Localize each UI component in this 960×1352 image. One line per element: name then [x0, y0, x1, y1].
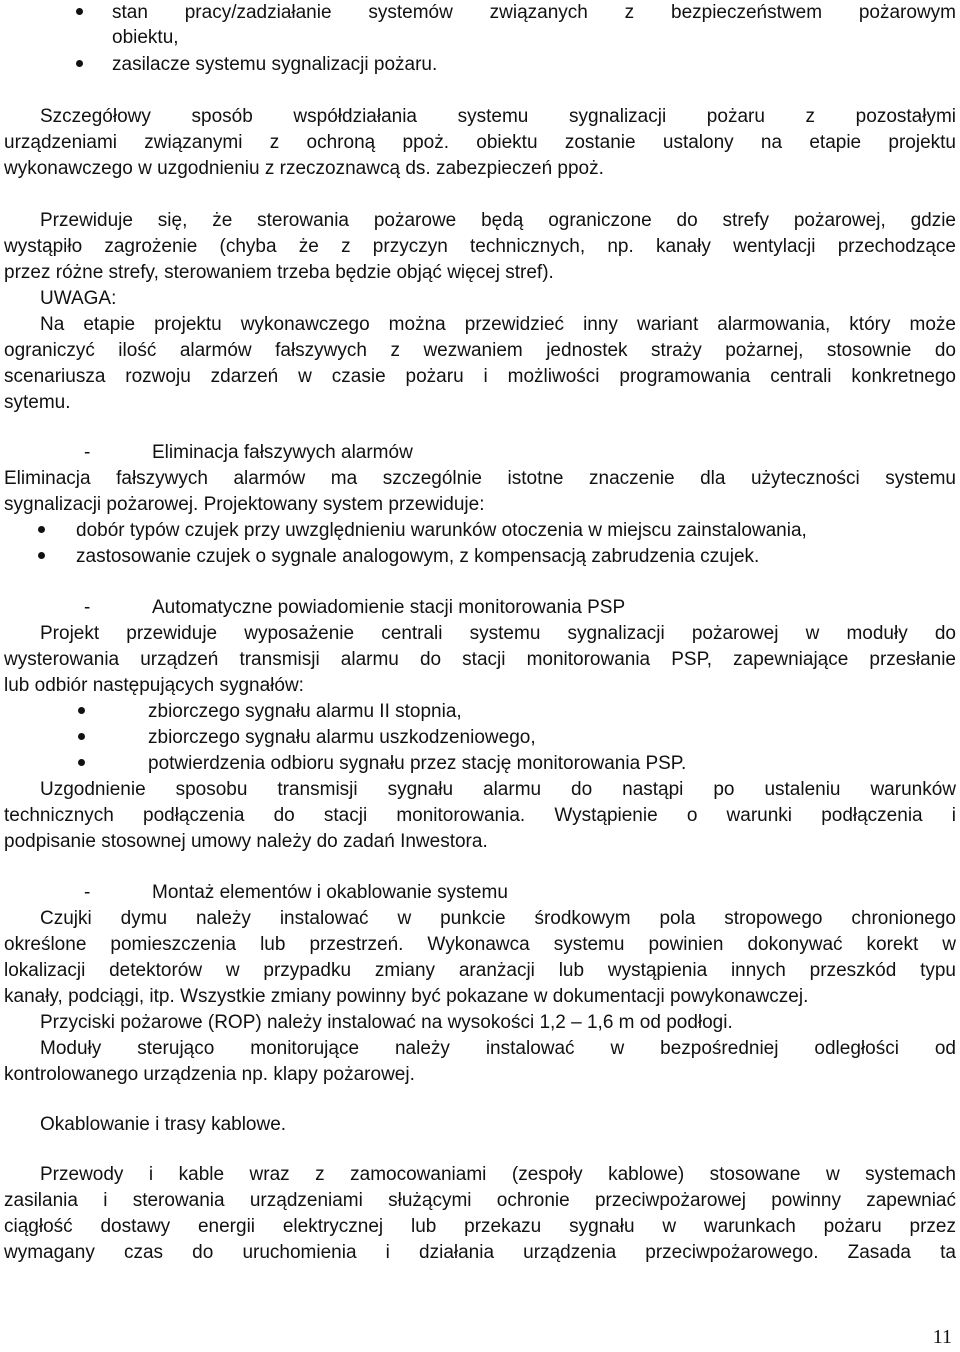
paragraph-line: Przyciski pożarowe (ROP) należy instalować na wysokości 1,2 – 1,6 m od podłogi. [40, 1012, 733, 1033]
list-item: potwierdzenia odbioru sygnału przez stację monitorowania PSP. [148, 753, 687, 774]
list-item: dobór typów czujek przy uwzględnieniu warunków otoczenia w miejscu zainstalowania, [76, 520, 807, 541]
paragraph-line: Przewiduje się, że sterowania pożarowe będą ograniczone do strefy pożarowej, gdzie [40, 210, 956, 231]
section-dash: - [84, 882, 91, 903]
paragraph-line: Uzgodnienie sposobu transmisji sygnału alarmu do nastąpi po ustaleniu warunków [40, 779, 956, 800]
list-item: zbiorczego sygnału alarmu uszkodzeniowego, [148, 727, 536, 748]
list-item: zasilacze systemu sygnalizacji pożaru. [112, 54, 438, 75]
paragraph-line: lokalizacji detektorów w przypadku zmiany aranżacji lub wystąpienia innych przeszkód typu [4, 960, 956, 981]
paragraph-line: wymagany czas do uruchomienia i działania urządzenia przeciwpożarowego. Zasada ta [4, 1242, 956, 1263]
list-item: zastosowanie czujek o sygnale analogowym, z kompensacją zabrudzenia czujek. [76, 546, 760, 567]
paragraph-line: wysterowania urządzeń transmisji alarmu do stacji monitorowania PSP, zapewniające przesłanie [4, 649, 956, 670]
list-item-continuation: obiektu, [112, 27, 179, 48]
paragraph-line: scenariusza rozwoju zdarzeń w czasie pożaru i możliwości programowania centrali konkretnego [4, 366, 956, 387]
paragraph-line: wystąpiło zagrożenie (chyba że z przyczyn technicznych, np. kanały wentylacji przechodzące [4, 236, 956, 257]
paragraph-line: Przewody i kable wraz z zamocowaniami (zespoły kablowe) stosowane w systemach [40, 1164, 956, 1185]
bullet-icon [76, 60, 83, 67]
bullet-icon [78, 733, 85, 740]
paragraph-line: lub odbiór następujących sygnałów: [4, 675, 304, 696]
paragraph-line: podpisanie stosownej umowy należy do zadań Inwestora. [4, 831, 488, 852]
list-item: zbiorczego sygnału alarmu II stopnia, [148, 701, 462, 722]
paragraph-line: określone pomieszczenia lub przestrzeń. Wykonawca systemu powinien dokonywać korekt w [4, 934, 956, 955]
paragraph-line: Moduły sterująco monitorujące należy instalować w bezpośredniej odległości od [40, 1038, 956, 1059]
page-number: 11 [932, 1326, 952, 1348]
list-item: stan pracy/zadziałanie systemów związanych z bezpieczeństwem pożarowym [112, 2, 956, 23]
bullet-icon [76, 8, 83, 15]
bullet-icon [38, 552, 45, 559]
paragraph-line: sytemu. [4, 392, 71, 413]
paragraph-line: Na etapie projektu wykonawczego można przewidzieć inny wariant alarmowania, który może [40, 314, 956, 335]
section-heading: Automatyczne powiadomienie stacji monitorowania PSP [152, 597, 626, 618]
bullet-icon [38, 526, 45, 533]
paragraph-line: Szczegółowy sposób współdziałania systemu sygnalizacji pożaru z pozostałymi [40, 106, 956, 127]
bullet-icon [78, 707, 85, 714]
section-dash: - [84, 442, 91, 463]
section-heading: Montaż elementów i okablowanie systemu [152, 882, 508, 903]
paragraph-line: sygnalizacji pożarowej. Projektowany system przewiduje: [4, 494, 485, 515]
paragraph-line: kontrolowanego urządzenia np. klapy pożarowej. [4, 1064, 415, 1085]
paragraph-line: kanały, podciągi, itp. Wszystkie zmiany powinny być pokazane w dokumentacji powykonawczej. [4, 986, 809, 1007]
section-heading: Eliminacja fałszywych alarmów [152, 442, 413, 463]
bullet-icon [78, 759, 85, 766]
paragraph-line: ograniczyć ilość alarmów fałszywych z wezwaniem jednostek straży pożarnej, stosownie do [4, 340, 956, 361]
note-label: UWAGA: [40, 288, 117, 309]
paragraph-line: zasilania i sterowania urządzeniami służącymi ochronie przeciwpożarowej powinny zapewniać [4, 1190, 956, 1211]
paragraph-line: urządzeniami związanymi z ochroną ppoż. obiektu zostanie ustalony na etapie projektu [4, 132, 956, 153]
section-dash: - [84, 597, 91, 618]
paragraph-line: Projekt przewiduje wyposażenie centrali systemu sygnalizacji pożarowej w moduły do [40, 623, 956, 644]
paragraph-line: Czujki dymu należy instalować w punkcie środkowym pola stropowego chronionego [40, 908, 956, 929]
paragraph-line: ciągłość dostawy energii elektrycznej lub przekazu sygnału w warunkach pożaru przez [4, 1216, 956, 1237]
paragraph-line: technicznych podłączenia do stacji monitorowania. Wystąpienie o warunki podłączenia i [4, 805, 956, 826]
paragraph-line: wykonawczego w uzgodnieniu z rzeczoznawcą ds. zabezpieczeń ppoż. [4, 158, 604, 179]
paragraph-line: Eliminacja fałszywych alarmów ma szczególnie istotne znaczenie dla użyteczności systemu [4, 468, 956, 489]
section-heading: Okablowanie i trasy kablowe. [40, 1114, 287, 1135]
paragraph-line: przez różne strefy, sterowaniem trzeba będzie objąć więcej stref). [4, 262, 554, 283]
